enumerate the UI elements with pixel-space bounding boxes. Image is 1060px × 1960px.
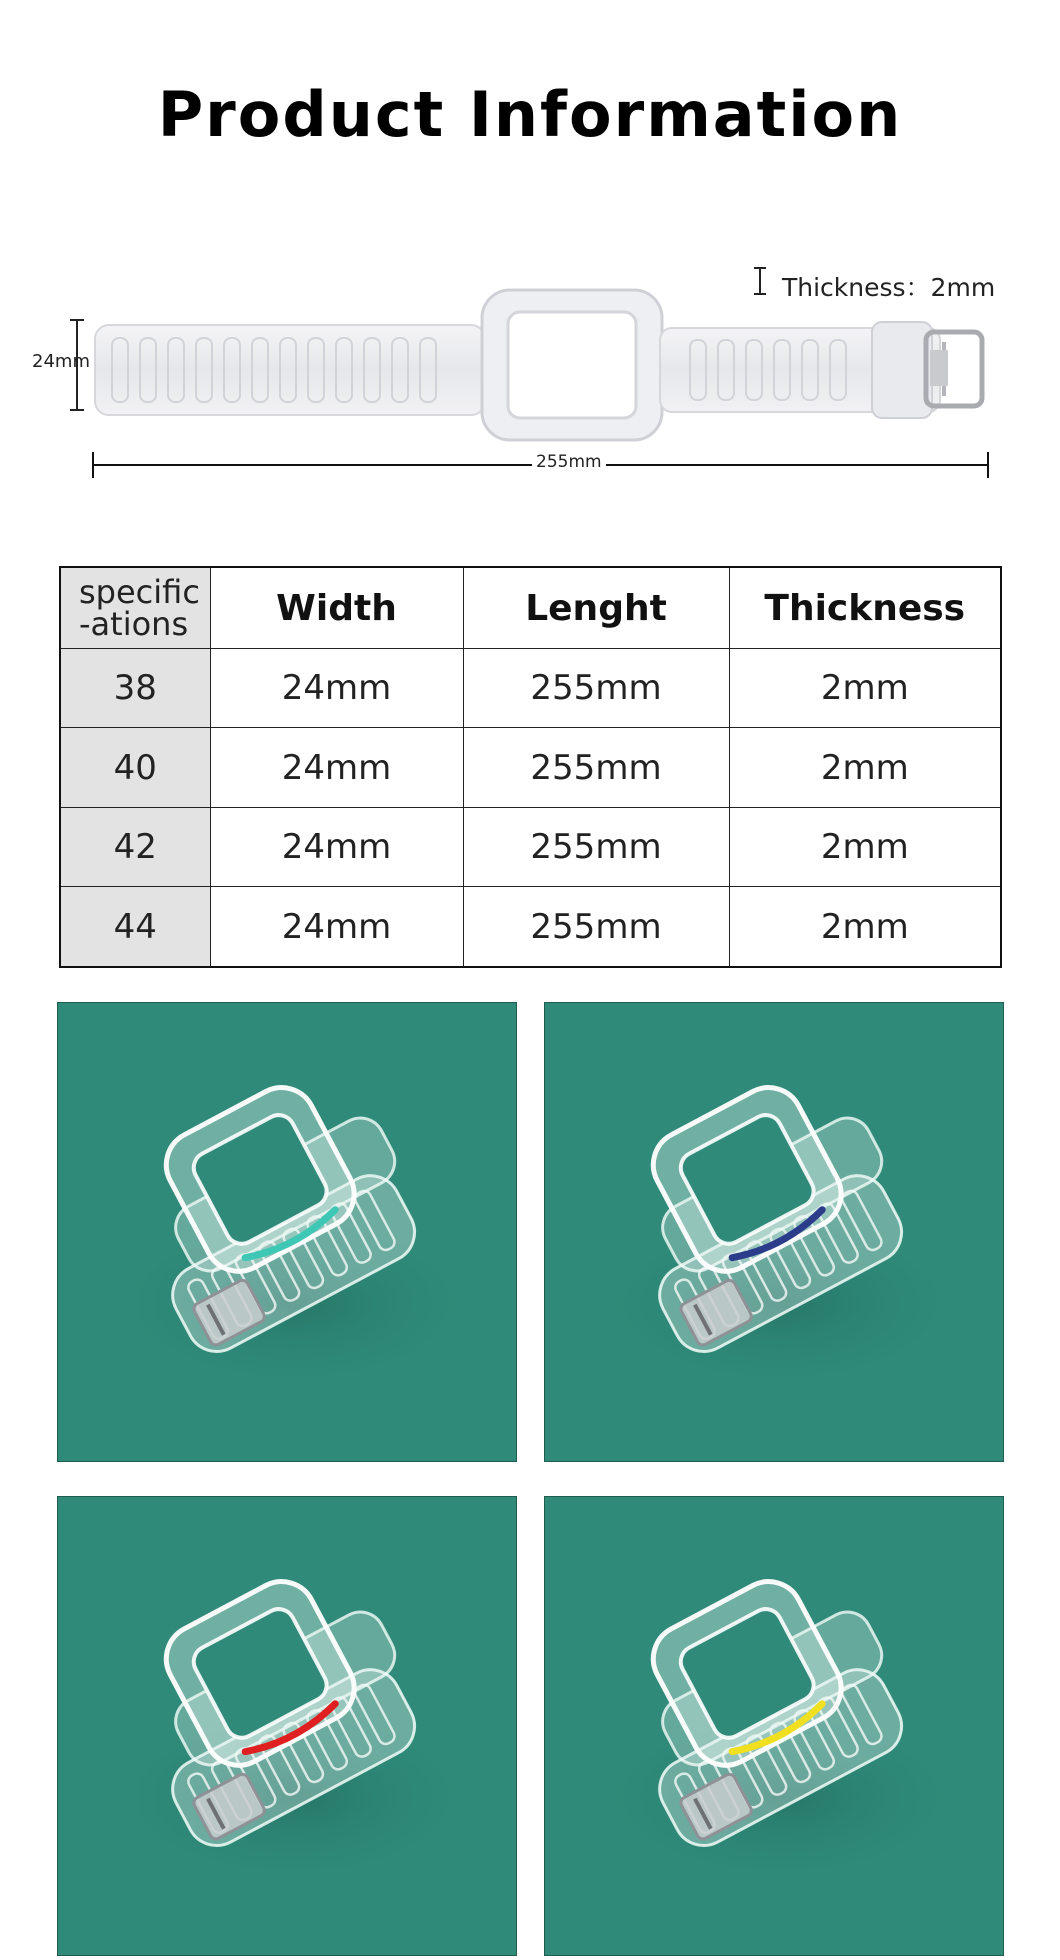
size-cell: 42 [60, 807, 210, 886]
clear-watch-band-illustration [545, 1497, 1003, 1955]
thickness-cell: 2mm [729, 649, 1001, 728]
specifications-label-line2: -ations [79, 605, 189, 643]
thickness-dimension-label: Thickness：2mm [782, 273, 996, 302]
size-cell: 40 [60, 728, 210, 807]
thickness-header: Thickness [729, 567, 1001, 649]
table-row [60, 807, 1001, 886]
page-title: Product Information [157, 78, 903, 151]
width-header: Width [210, 567, 463, 649]
size-cell: 38 [60, 649, 210, 728]
width-cell: 24mm [210, 887, 463, 967]
table-row [60, 887, 1001, 967]
product-photo [544, 1496, 1004, 1956]
product-photo [544, 1002, 1004, 1462]
thickness-cell: 2mm [729, 807, 1001, 886]
table-row [60, 728, 1001, 807]
table-row [60, 649, 1001, 728]
product-photo [57, 1002, 517, 1462]
length-header: Lenght [463, 567, 729, 649]
clear-watch-band-illustration [58, 1497, 516, 1955]
length-cell: 255mm [463, 649, 729, 728]
width-cell: 24mm [210, 649, 463, 728]
specifications-table [59, 566, 1002, 968]
clear-watch-band-illustration [58, 1003, 516, 1461]
product-photo [57, 1496, 517, 1956]
length-cell: 255mm [463, 728, 729, 807]
thickness-cell: 2mm [729, 887, 1001, 967]
table-header-row [60, 567, 1001, 649]
width-cell: 24mm [210, 807, 463, 886]
width-dimension-label: 24mm [32, 351, 90, 372]
length-cell: 255mm [463, 887, 729, 967]
specifications-label-line1: specific [79, 573, 200, 611]
size-cell: 44 [60, 887, 210, 967]
thickness-cell: 2mm [729, 728, 1001, 807]
clear-watch-band-illustration [545, 1003, 1003, 1461]
strap-dimension-diagram [0, 250, 1060, 490]
length-dimension-label: 255mm [532, 452, 606, 472]
length-cell: 255mm [463, 807, 729, 886]
width-cell: 24mm [210, 728, 463, 807]
specifications-header-cell [60, 567, 210, 649]
